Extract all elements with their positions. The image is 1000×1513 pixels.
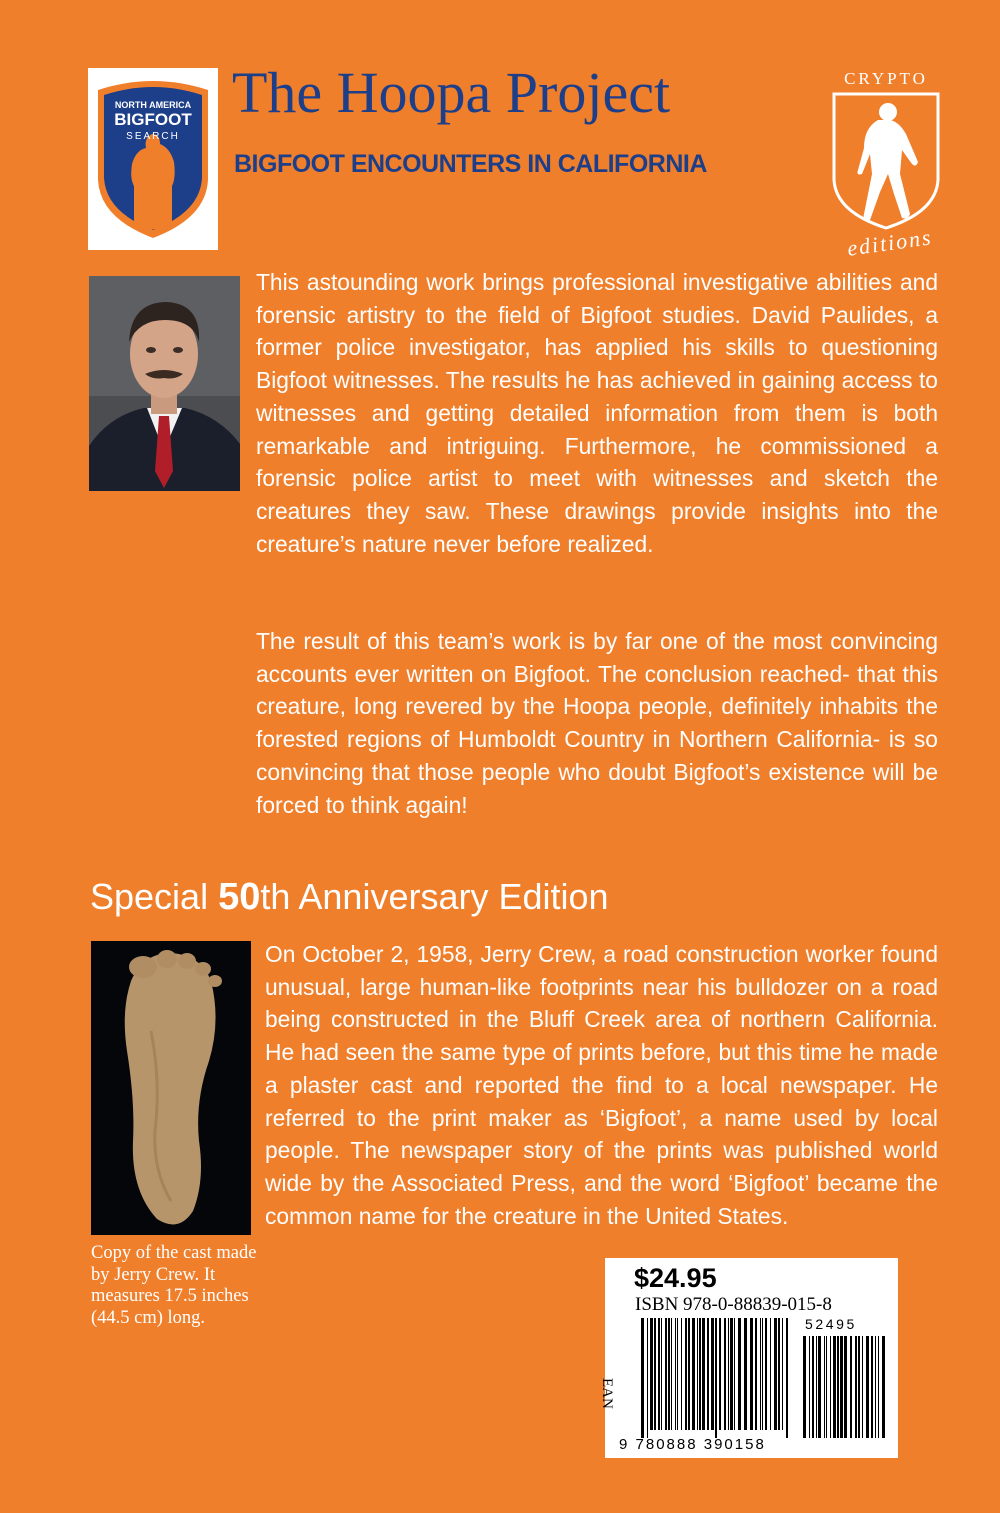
addon-barcode-bars xyxy=(803,1336,885,1438)
price: $24.95 xyxy=(634,1263,717,1293)
barcode-bar xyxy=(858,1336,860,1438)
barcode-bar xyxy=(762,1318,763,1430)
ean-barcode-bars xyxy=(641,1318,791,1438)
barcode-bar xyxy=(715,1318,717,1438)
badge-line-north-america: NORTH AMERICA xyxy=(114,100,192,110)
bigfoot-silhouette-icon xyxy=(858,103,919,220)
barcode-bar xyxy=(728,1318,729,1430)
book-subtitle: BIGFOOT ENCOUNTERS IN CALIFORNIA xyxy=(234,150,707,178)
barcode-bar xyxy=(702,1318,705,1430)
barcode-bar xyxy=(654,1318,656,1430)
barcode-bar xyxy=(770,1318,771,1430)
barcode-bar xyxy=(855,1336,857,1438)
barcode-bar xyxy=(837,1336,839,1438)
badge-line-search: SEARCH xyxy=(126,131,180,142)
isbn: ISBN 978-0-88839-015-8 xyxy=(635,1294,832,1315)
barcode-bar xyxy=(734,1318,735,1430)
barcode-bar xyxy=(774,1318,777,1430)
special-number: 50 xyxy=(218,876,261,918)
barcode-bar xyxy=(824,1336,825,1438)
barcode-bar xyxy=(730,1318,733,1430)
footprint-cast-photo xyxy=(91,941,251,1235)
ean-label: EAN xyxy=(599,1378,615,1409)
barcode-bar xyxy=(809,1336,810,1438)
barcode-bar xyxy=(875,1336,876,1438)
author-portrait xyxy=(89,276,240,491)
barcode-bar xyxy=(738,1318,741,1430)
barcode-bar xyxy=(685,1318,687,1430)
barcode-bar xyxy=(692,1318,695,1430)
barcode-bar xyxy=(765,1318,767,1430)
special-prefix: Special xyxy=(90,876,219,917)
barcode-bar xyxy=(688,1318,690,1430)
barcode-bar xyxy=(665,1318,667,1430)
special-edition-heading xyxy=(90,872,609,922)
barcode-block xyxy=(599,1258,898,1458)
barcode-bar xyxy=(833,1336,836,1438)
barcode-bar xyxy=(707,1318,709,1430)
north-america-bigfoot-search-badge xyxy=(88,68,218,250)
book-title: The Hoopa Project xyxy=(232,60,671,125)
barcode-bar xyxy=(862,1336,863,1438)
intro-paragraph-1: This astounding work brings professional investigative abilities and forensic artistry to the field of Bigfoot studies. David Paulides, a former police investigator, has applied his skills to questioning Bigfoot witnesses. The results he has achieved in gaining access to witnesses and getting detailed information from them is both remarkable and intriguing. Furthermore, he commissioned a forensic police artist to meet with witnesses and sketch the creatures they saw. These drawings provide insights into the creature’s nature never before realized. xyxy=(256,269,938,557)
special-suffix: th Anniversary Edition xyxy=(260,876,609,917)
barcode-bar xyxy=(782,1318,783,1430)
barcode-bar xyxy=(850,1336,852,1438)
barcode-bar xyxy=(878,1336,879,1438)
barcode-bar xyxy=(826,1336,827,1438)
barcode-bar xyxy=(697,1318,698,1430)
barcode-bar xyxy=(647,1318,648,1438)
barcode-bar xyxy=(711,1318,714,1430)
barcode-bar xyxy=(818,1336,821,1438)
barcode-bar xyxy=(719,1318,721,1430)
crypto-text: CRYPTO xyxy=(844,69,928,88)
intro-paragraph-2: The result of this team’s work is by far one of the most convincing accounts ever written on Bigfoot. The conclusion reached- that this creature, long revered by the Hoopa people, definitely inhabits the forested regions of Humboldt Country in Northern California- is so convincing that those people who doubt Bigfoot’s existence will be forced to think again! xyxy=(256,628,938,818)
photo-caption: Copy of the cast made by Jerry Crew. It measures 17.5 inches (44.5 cm) long. xyxy=(91,1243,257,1328)
badge-line-bigfoot: BIGFOOT xyxy=(114,110,192,129)
barcode-bar xyxy=(882,1336,885,1438)
barcode-bar xyxy=(840,1336,843,1438)
barcode-bar xyxy=(675,1318,676,1430)
barcode-bar xyxy=(760,1318,761,1430)
barcode-bar xyxy=(744,1318,747,1430)
story-paragraph: On October 2, 1958, Jerry Crew, a road construction worker found unusual, large human-like footprints near his bulldozer on a road being constructed in the Bluff Creek area of northern California. He had seen the same type of prints before, but this time he made a plaster cast and reported the find to a local newspaper. He referred to the print maker as ‘Bigfoot’, a name used by local people. The newspaper story of the prints was published world wide by the Associated Press, and the word ‘Bigfoot’ became the common name for the creature in the United States. xyxy=(265,941,938,1229)
barcode-bar xyxy=(812,1336,814,1438)
barcode-bar xyxy=(830,1336,831,1438)
barcode-bar xyxy=(750,1318,753,1430)
barcode-bar xyxy=(661,1318,662,1430)
barcode-bar xyxy=(681,1318,682,1430)
barcode-bar xyxy=(778,1318,780,1430)
shield-logo-icon xyxy=(88,68,218,250)
addon-digits: 52495 xyxy=(805,1316,857,1332)
barcode-bar xyxy=(671,1318,672,1430)
barcode-bar xyxy=(650,1318,653,1430)
barcode-bar xyxy=(803,1336,806,1438)
barcode-bar xyxy=(816,1336,817,1438)
crypto-editions-logo xyxy=(828,62,944,258)
barcode-bar xyxy=(866,1336,869,1438)
barcode-bar xyxy=(668,1318,670,1430)
barcode-bar xyxy=(699,1318,701,1430)
barcode-bar xyxy=(871,1336,873,1438)
barcode-bar xyxy=(641,1318,644,1438)
editions-text: editions xyxy=(845,224,934,258)
barcode-bar xyxy=(677,1318,678,1430)
barcode-bar xyxy=(786,1318,788,1438)
barcode-bar xyxy=(844,1336,847,1438)
barcode-bar xyxy=(658,1318,660,1430)
barcode-bar xyxy=(724,1318,726,1430)
ean-digits: 9 780888 390158 xyxy=(619,1436,766,1453)
barcode-bar xyxy=(755,1318,757,1430)
